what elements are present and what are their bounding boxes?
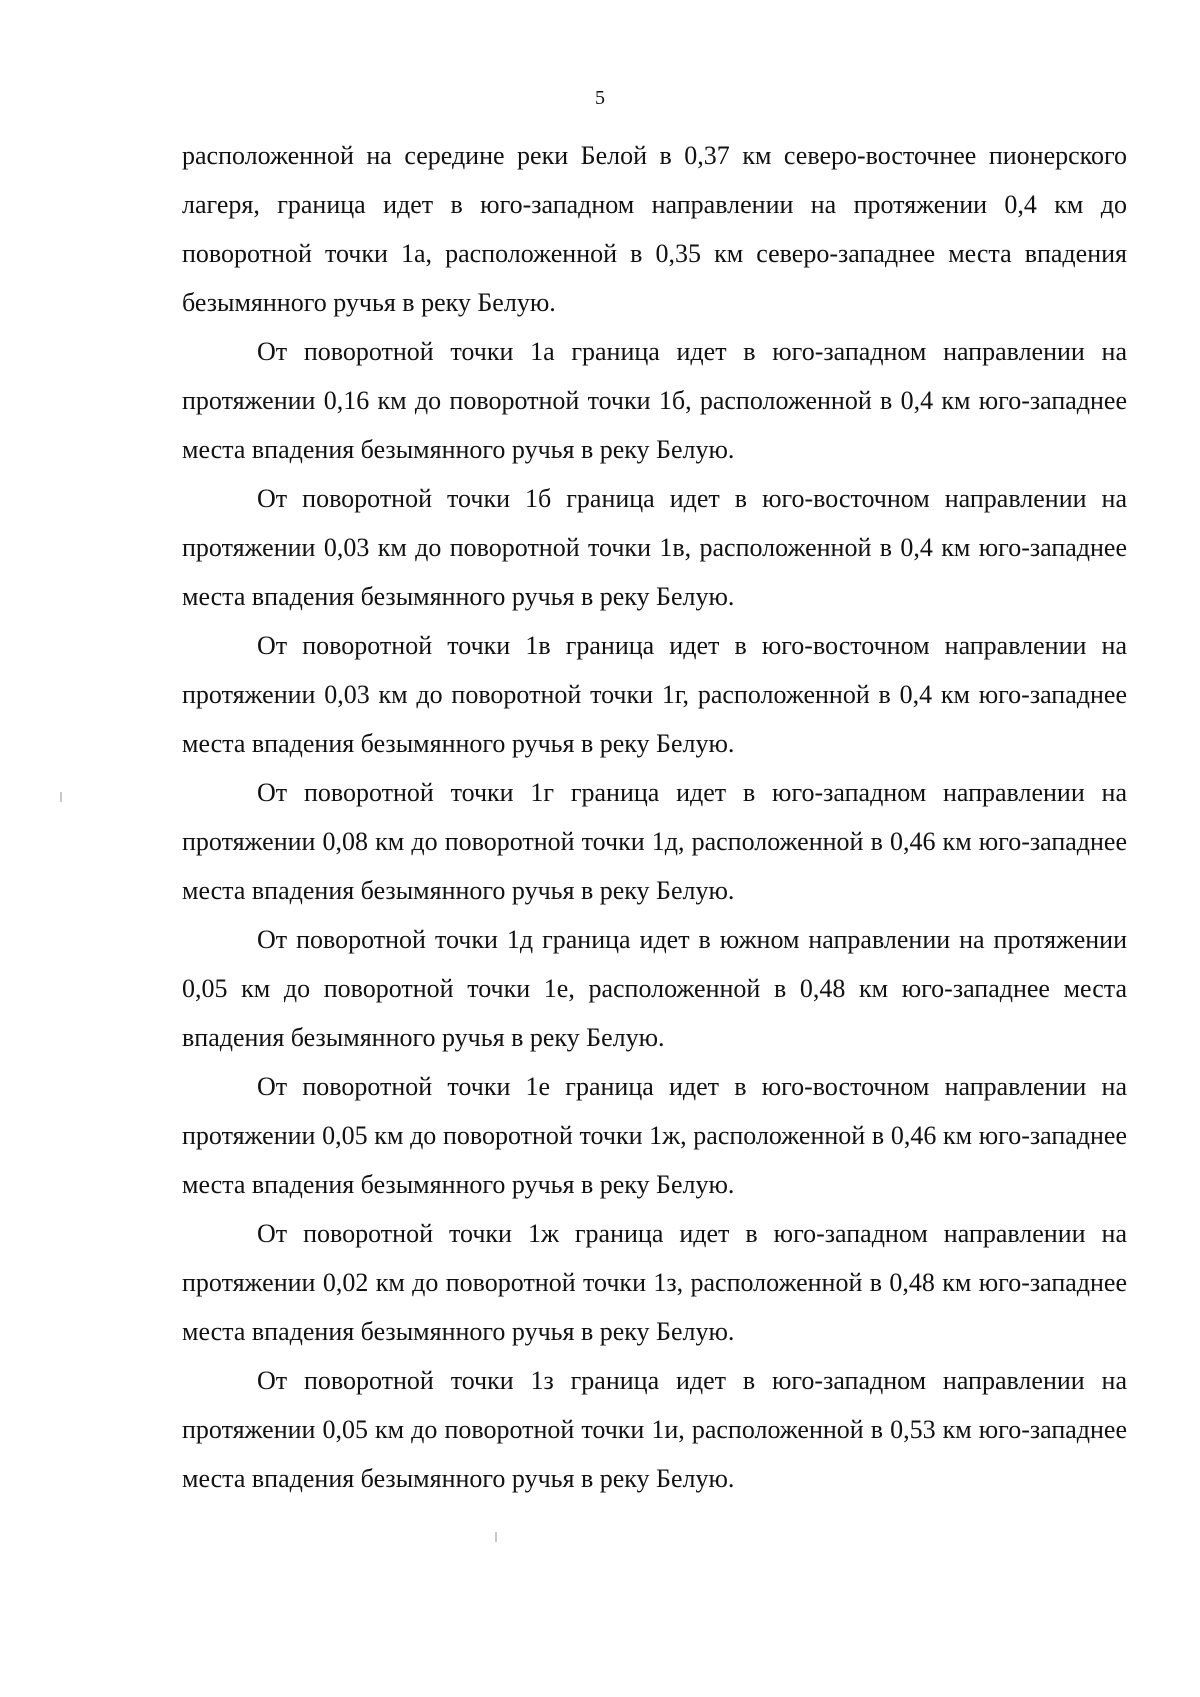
- paragraph-point-1z: От поворотной точки 1з граница идет в юго-западном направлении на протяжении 0,05 км до поворотной точки 1и, расположенной в 0,53 км юго-западнее места впадения безымянного ручья в реку Белую.: [182, 1366, 1127, 1493]
- paragraph-continuation: расположенной на середине реки Белой в 0,37 км северо-восточнее пионерского лагеря, граница идет в юго-западном направлении на протяжении 0,4 км до поворотной точки 1а, расположенной в 0,35 км северо-западнее места впадения безымянного ручья в реку Белую.: [182, 141, 1127, 317]
- paragraph-point-1zh: От поворотной точки 1ж граница идет в юго-западном направлении на протяжении 0,02 км до поворотной точки 1з, расположенной в 0,48 км юго-западнее места впадения безымянного ручья в реку Белую.: [182, 1219, 1127, 1346]
- paragraph-point-1v: От поворотной точки 1в граница идет в юго-восточном направлении на протяжении 0,03 км до поворотной точки 1г, расположенной в 0,4 км юго-западнее места впадения безымянного ручья в реку Белую.: [182, 631, 1127, 758]
- scan-artifact: [60, 792, 62, 802]
- paragraph-point-1d: От поворотной точки 1д граница идет в южном направлении на протяжении 0,05 км до поворотной точки 1е, расположенной в 0,48 км юго-западнее места впадения безымянного ручья в реку Белую.: [182, 925, 1127, 1052]
- page-number: 5: [595, 87, 605, 109]
- paragraph-point-1b: От поворотной точки 1б граница идет в юго-восточном направлении на протяжении 0,03 км до поворотной точки 1в, расположенной в 0,4 км юго-западнее места впадения безымянного ручья в реку Белую.: [182, 484, 1127, 611]
- paragraph-point-1g: От поворотной точки 1г граница идет в юго-западном направлении на протяжении 0,08 км до поворотной точки 1д, расположенной в 0,46 км юго-западнее места впадения безымянного ручья в реку Белую.: [182, 778, 1127, 905]
- document-body: [182, 131, 1127, 1503]
- scan-artifact: [495, 1532, 497, 1542]
- paragraph-point-1e: От поворотной точки 1е граница идет в юго-восточном направлении на протяжении 0,05 км до поворотной точки 1ж, расположенной в 0,46 км юго-западнее места впадения безымянного ручья в реку Белую.: [182, 1072, 1127, 1199]
- paragraph-point-1a: От поворотной точки 1а граница идет в юго-западном направлении на протяжении 0,16 км до поворотной точки 1б, расположенной в 0,4 км юго-западнее места впадения безымянного ручья в реку Белую.: [182, 337, 1127, 464]
